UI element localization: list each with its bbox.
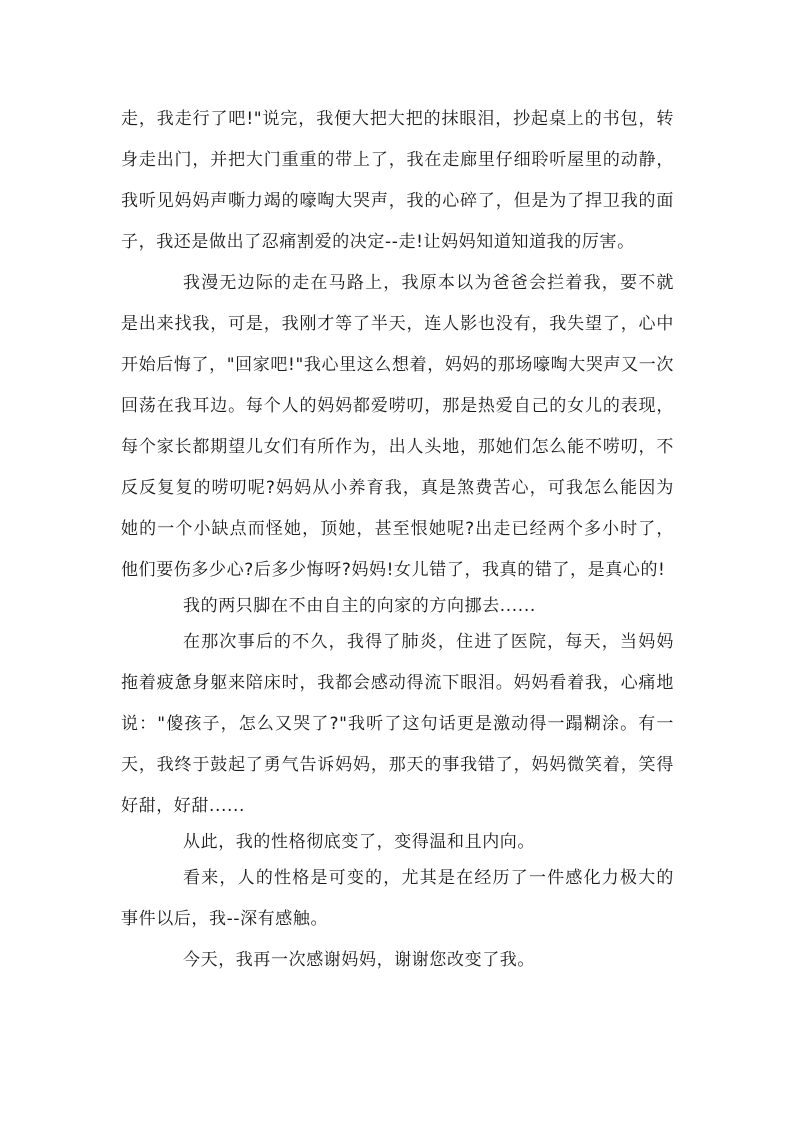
- text-line: 好甜，好甜......: [121, 796, 246, 816]
- text-line: 走，我走行了吧!"说完，我便大把大把的抹眼泪，抄起桌上的书包，转: [121, 109, 674, 129]
- text-line: 我听见妈妈声嘶力竭的嚎啕大哭声，我的心碎了，但是为了捍卫我的面: [121, 191, 674, 211]
- text-line: 是出来找我，可是，我刚才等了半天，连人影也没有，我失望了，心中: [121, 314, 674, 334]
- text-line: 反反复复的唠叨呢?妈妈从小养育我，真是煞费苦心，可我怎么能因为: [121, 478, 674, 498]
- text-line: 从此，我的性格彻底变了，变得温和且内向。: [183, 832, 535, 852]
- text-line: 事件以后，我--深有感触。: [121, 909, 329, 929]
- text-line: 今天，我再一次感谢妈妈，谢谢您改变了我。: [183, 950, 535, 970]
- text-line: 他们要伤多少心?后多少悔呀?妈妈!女儿错了，我真的错了，是真心的!: [121, 560, 666, 580]
- text-line: 说："傻孩子，怎么又哭了?"我听了这句话更是激动得一蹋糊涂。有一: [121, 714, 674, 734]
- text-line: 她的一个小缺点而怪她，顶她，甚至恨她呢?出走已经两个多小时了，: [121, 519, 674, 539]
- text-line: 开始后悔了，"回家吧!"我心里这么想着，妈妈的那场嚎啕大哭声又一次: [121, 355, 674, 375]
- text-line: 在那次事后的不久，我得了肺炎，住进了医院，每天，当妈妈: [183, 632, 674, 652]
- text-line: 我的两只脚在不由自主的向家的方向挪去......: [183, 596, 536, 616]
- text-line: 每个家长都期望儿女们有所作为，出人头地，那她们怎么能不唠叨，不: [121, 437, 674, 457]
- text-line: 子，我还是做出了忍痛割爱的决定--走!让妈妈知道知道我的厉害。: [121, 232, 635, 252]
- text-line: 我漫无边际的走在马路上，我原本以为爸爸会拦着我，要不就: [183, 273, 674, 293]
- text-line: 回荡在我耳边。每个人的妈妈都爱唠叨，那是热爱自己的女儿的表现，: [121, 396, 674, 416]
- text-line: 拖着疲惫身躯来陪床时，我都会感动得流下眼泪。妈妈看着我，心痛地: [121, 673, 674, 693]
- document-body: [121, 102, 674, 984]
- text-line: 看来，人的性格是可变的，尤其是在经历了一件感化力极大的: [183, 868, 674, 888]
- text-line: 天，我终于鼓起了勇气告诉妈妈，那天的事我错了，妈妈微笑着，笑得: [121, 755, 674, 775]
- text-line: 身走出门，并把大门重重的带上了，我在走廊里仔细聆听屋里的动静，: [121, 150, 674, 170]
